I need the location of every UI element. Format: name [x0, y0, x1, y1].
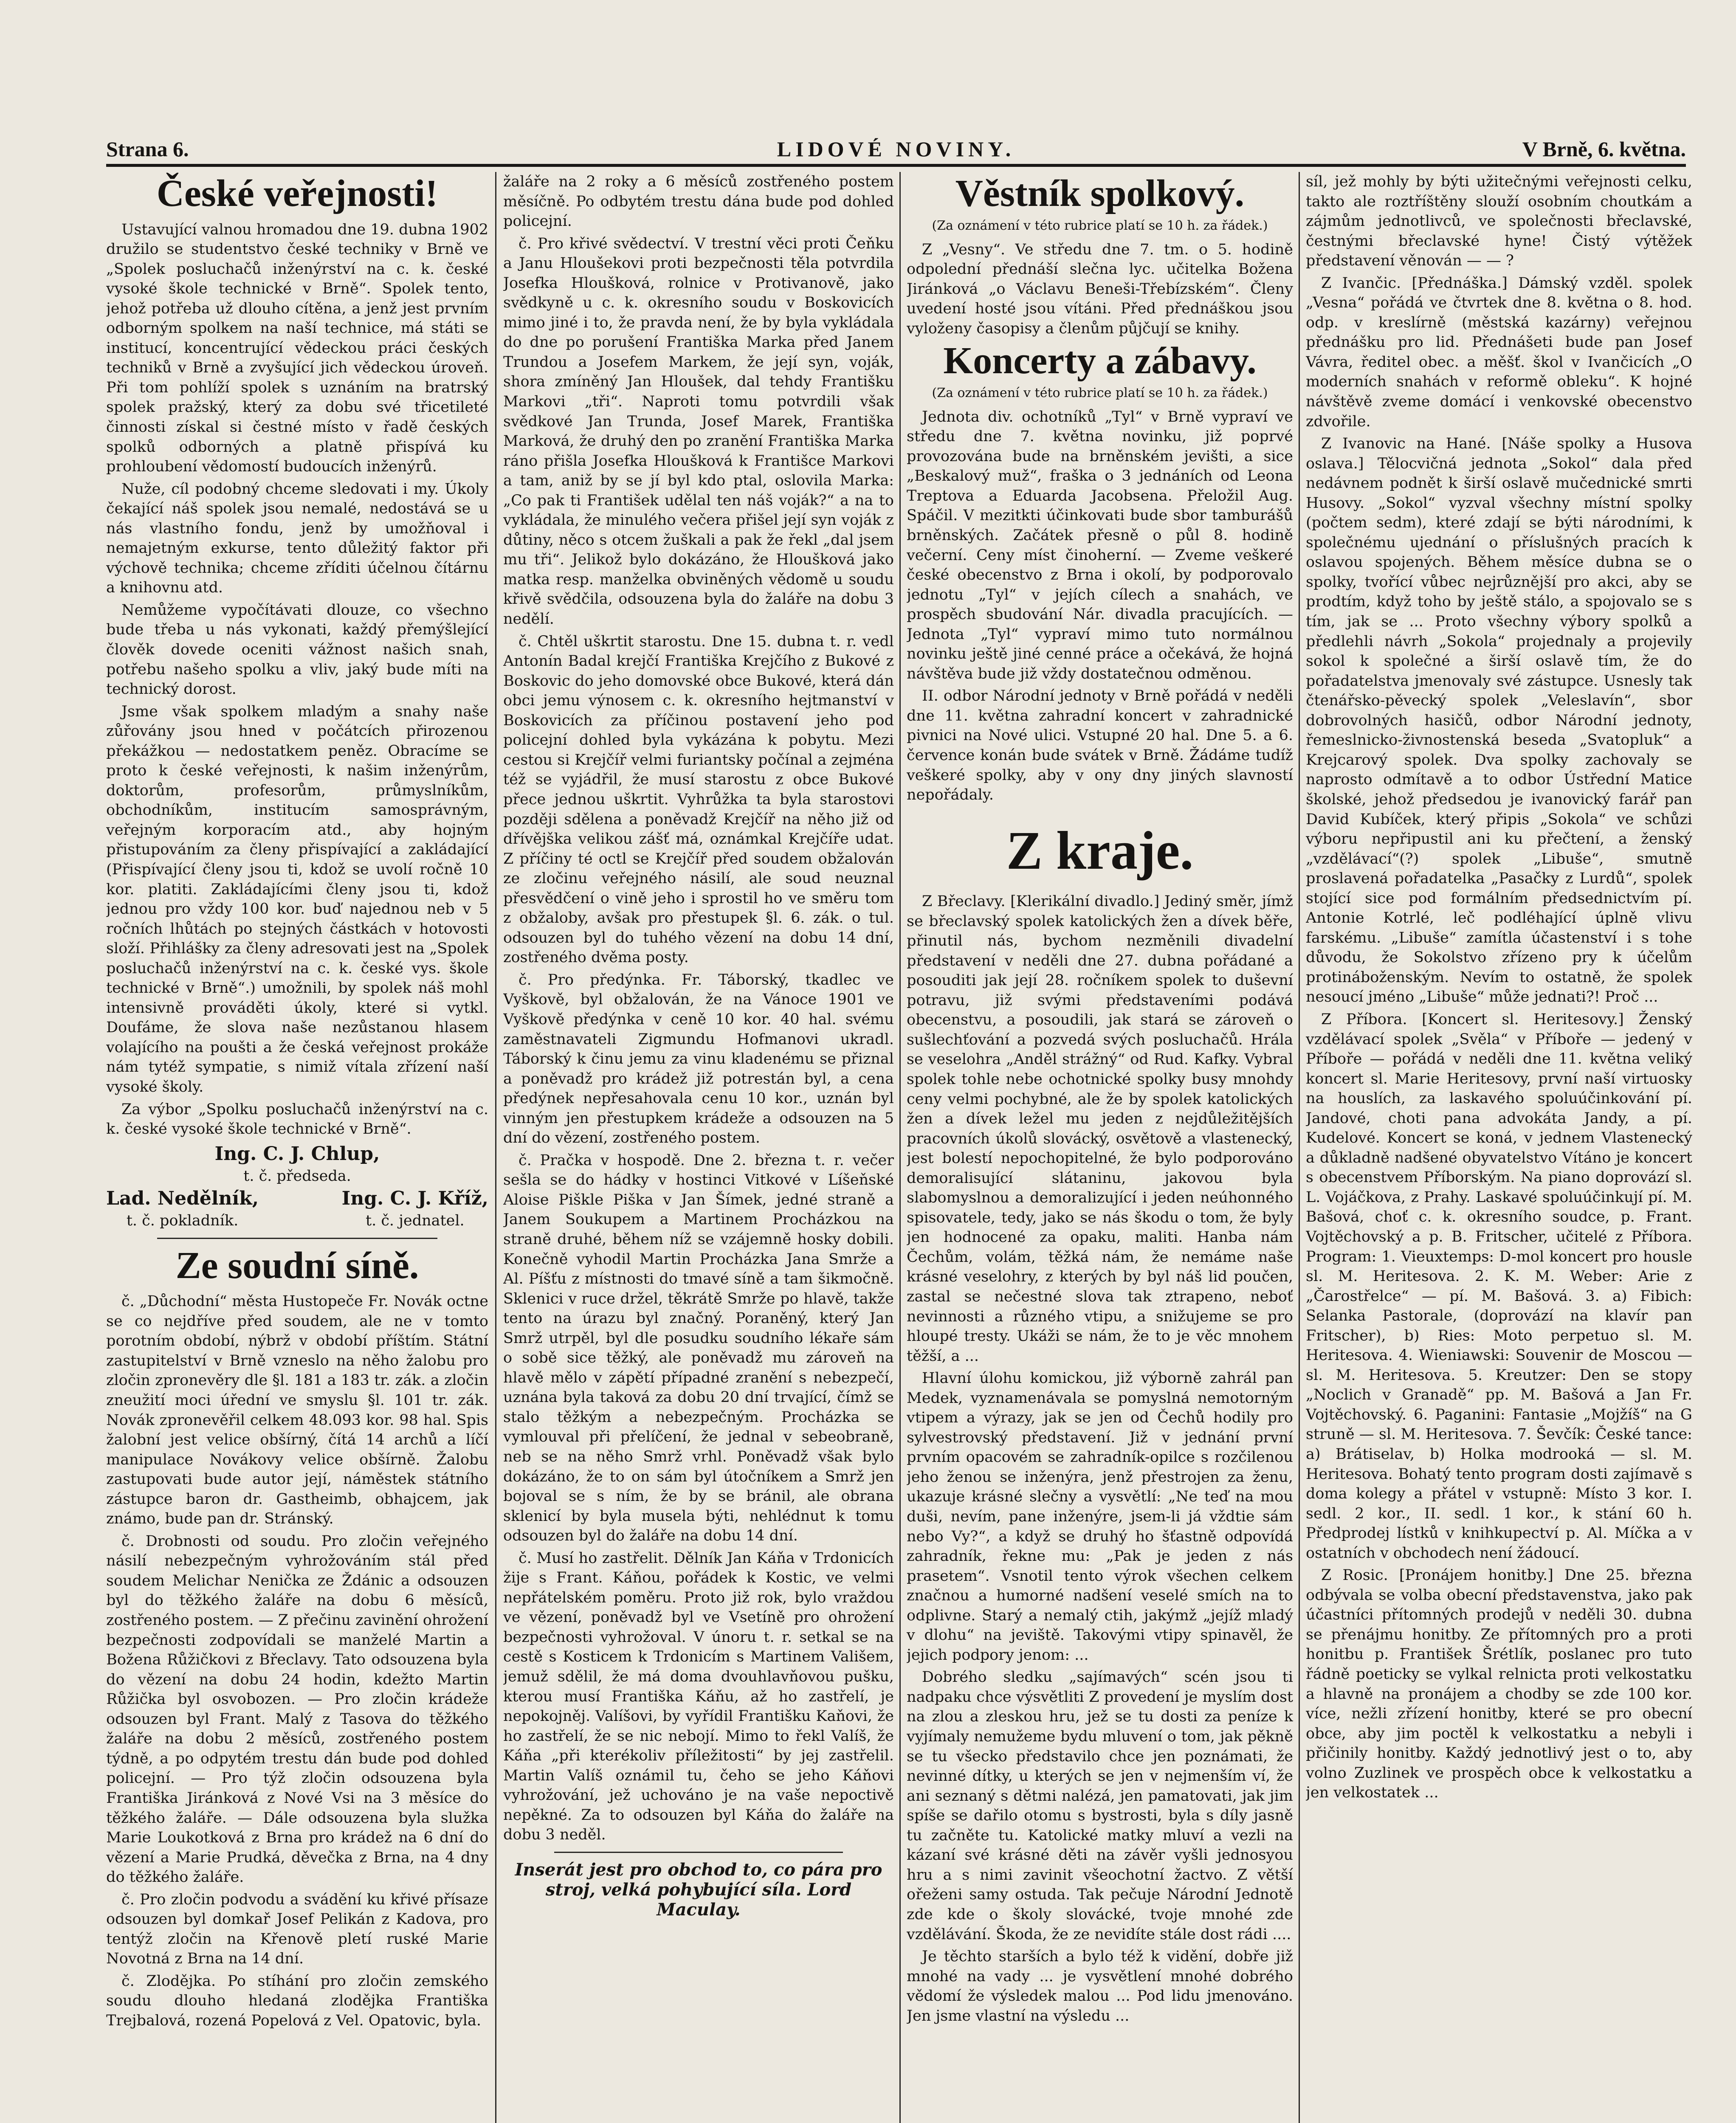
article-paragraph: Z Ivanovic na Hané. [Náše spolky a Husova oslava.] Tělocvičná jednota „Sokol“ dala před nedávnem podnět k širší oslavě mučednické smrti Husovy. „Sokol“ vyzval všechny místní spolky (počtem sedm), které zdají se býti národními, k společnému ujednání o příslušných pracích k oslavou spojených. Během měsíce dubna se o spolky, tvořící vůbec nejrůznější pro akci, aby se prodtím, když toho by ještě stálo, a spojovalo se s tím, jak se ... Proto všechny výbory spolků a předlehli návrh „Sokola“ projednaly a projevily sokol k společné a širší oslavě tím, že do pořadatelstva jmenovaly své zástupce. Usnesly tak čtenářsko-pěvecký spolek „Veleslavín“, sbor dobrovolných hasičů, odbor Národní jednoty, řemeslnicko-živnostenská beseda „Svatopluk“ a Krejcarový spolek. Dva spolky zachovaly se naprosto odmítavě a to odbor Ústřední Matice školské, jehož předsedou je ivanovický farář pan David Kubíček, který připis „Sokola“ ve schůzi výboru nepřipustil ani ku přečtení, a ženský „vzdělávací“(?) spolek „Libuše“, smutně proslavená pořadatelka „Pasačky z Lurdů“, spolek stojící sice pod formálním předsednictvím pí. Antonie Kotrlé, leč podléhající úplně vlivu farskému. „Libuše“ zamítla účastenství i s tohe důvodu, že Sokolstvo zřízeno pry k účelům protináboženským. Nevím to ostatně, že spolek nesoucí jméno „Libuše“ může jednati?! Proč ...: [1306, 435, 1692, 1006]
article-paragraph: Z Rosic. [Pronájem honitby.] Dne 25. března odbývala se volba obecní představenstva, jako pak účastníci přítomných prodejů v neděli 30. dubna se přenájmu honitby. Ze přítomných pro a proti honitbu p. František Šrétlík, poslanec pro tuto řádně poeticky se vylkal relnicta proti velkostatku a hlavně na pronájem a chodby se zde 100 kor. více, nežli zřízení honitby, které se pro obecní obce, aby jim poctěl k velkostatku a nebyli i přičinily honitby. Každý jednotlivý jest o to, aby volno Zuzlinek ve prospěch obce k velkostatku a jen velkostatek ...: [1306, 1567, 1692, 1802]
signature-name: Ing. C. J. Kříž,: [341, 1187, 488, 1209]
column-4: [1306, 172, 1692, 2123]
column-3: [907, 172, 1293, 2123]
article-paragraph: Jednota div. ochotníků „Tyl“ v Brně vypraví ve středu dne 7. května novinku, již poprvé provozována bude na brněnském jevišti, a sice „Beskalový muž“, fraška o 3 jednáních od Leona Treptova a Eduarda Jacobsena. Přeložil Aug. Spáčil. V mezitkti účinkovati bude sbor tamburášů brněnských. Začátek přesně o půl 8. hodině večerní. Ceny míst činoherní. — Zveme veškeré české obecenstvo z Brna i okolí, by podporovalo jednotu „Tyl“ v jejích cílech a snahách, ve prospěch sbudování Nár. divadla pracujících. — Jednota „Tyl“ vypraví mimo tuto normálnou novinku ještě jiné cenné práce a očekává, že hojná návštěva bude již vždy dostatečnou odměnou.: [907, 408, 1293, 682]
section-heading: Z kraje.: [1006, 820, 1194, 881]
article-paragraph: č. Zlodějka. Po stíhání pro zločin zemského soudu dlouho hledaná zlodějka Františka Trejbalová, rozená Popelová z Vel. Opatovic, byla.: [106, 1972, 488, 2029]
article-paragraph: Z „Vesny“. Ve středu dne 7. tm. o 5. hodině odpolední přednáší slečna lyc. učitelka Božena Jiránková „o Václavu Beneši-Třebízském“. Členy uvedení hosté jsou vítáni. Před přednáškou jsou vyloženy časopisy a členům půjčují se knihy.: [907, 241, 1293, 337]
advertising-quote: Inserát jest pro obchod to, co pára pro stroj, velká pohybující síla. Lord Maculay.: [515, 1859, 882, 1920]
rubric-note: (Za oznámení v této rubrice platí se 10 h. za řádek.): [932, 218, 1268, 233]
article-paragraph: Je těchto starších a bylo též k vidění, dobře již mnohé na vady ... je vysvětlení mnohé dobrého vědomí že výsledek malou ... Pod lidu jmenováno. Jen jsme vlastní na výsledu ...: [907, 1948, 1293, 2024]
column-divider: [1299, 172, 1300, 2123]
section-heading: Ze soudní síně.: [175, 1244, 419, 1287]
article-paragraph: Jsme však spolkem mladým a snahy naše zůřovány jsou hned v počátcích přirozenou překážkou — nedostatkem peněz. Obracíme se proto k české veřejnosti, k našim inženýrům, doktorům, profesorům, průmyslníkům, obchodníkům, institucím samosprávným, veřejným korporacím atd., aby hojným přistupováním za členy přispívající a zakládající (Přispívající členy jsou ti, kdož se uvolí ročně 10 kor. platiti. Zakládajícími členy jsou ti, kdož jednou pro vždy 100 kor. buď najednou neb v 5 ročních lhůtách po stejných částkách v hotovosti složí. Přihlášky za členy adresovati jest na „Spolek posluchačů inženýrství na c. k. české vys. škole technické v Brně“.) umožnili, by spolek náš mohl intensivně prováděti úkoly, které si vytkl. Doufáme, že slova naše nezůstanou hlasem volajícího na poušti a že česká veřejnost prokáže nám tytéž sympatie, s nimiž vítala zřízení naší vysoké školy.: [106, 703, 488, 1096]
signature-role: t. č. pokladník.: [126, 1212, 239, 1230]
article-heading: České veřejnosti!: [156, 172, 438, 214]
section-heading: Věstník spolkový.: [955, 172, 1245, 214]
signature-name: Lad. Nedělník,: [106, 1187, 259, 1209]
article-paragraph: Nuže, cíl podobný chceme sledovati i my. Úkoly čekající náš spolek jsou nemalé, nedostává se u nás vlastního fondu, jenž by umožňoval i nemajetným exkurse, tento důležitý faktor při výchově technika; chceme zříditi účelnou čítárnu a knihovnu atd.: [106, 480, 488, 597]
article-paragraph: č. Pračka v hospodě. Dne 2. března t. r. večer sešla se do hádky v hostinci Vitkové v Líšeňské Aloise Piškle Piška v Jan Šímek, jedné straně a Janem Soukupem a Martinem Procházkou na straně druhé, během níž se vzájemně hosky dobili. Konečně vyhodil Martin Procházka Jana Smrže a Al. Píšťu z místnosti do tmavé síně a tam šikmočně. Sklenici v ruce držel, těkrátě Smrže po hlavě, takže tento na úrazu byl značný. Poraněný, který Jan Smrž utrpěl, byl dle posudku soudního lékaře sám o sobě sice těžký, ale poněvadž mu zároveň na hlavě mělo v zápětí případné zranění s nebezpečí, uznána byla taková za dobu 20 dní trvající, čímž se stalo těžkým a nebezpečným. Procházka se vymlouval při přelíčení, že jednal v sebeobraně, neb se na něho Smrž vrhl. Poněvadž však bylo dokázáno, že to on sám byl útočníkem a Smrž jen bojoval se s ním, že by se bránil, ale obrana sklenicí by byla musela býti, nehlédnut k tomu odsouzen byl do žaláře na dobu 14 dní.: [503, 1152, 894, 1545]
dateline: V Brně, 6. května.: [1522, 137, 1686, 161]
article-paragraph: č. „Důchodní“ města Hustopeče Fr. Novák octne se co nejdříve před soudem, ale ne v tomto porotním období, nýbrž v období příštím. Státní zastupitelství v Brně vzneslo na něho žalobu pro zločin zpronevěry dle §l. 181 a 183 tr. zák. a zločin zneužití moci úřední ve smyslu §l. 101 tr. zák. Novák zpronevěřil celkem 48.093 kor. 98 hal. Spis žalobní jest velice obšírný, čítá 14 archů a líčí manipulace Novákovy velice obšírně. Žalobu zastupovati bude autor její, náměstek státního zástupce baron dr. Gastheimb, obhajcem, jak známo, bude pan dr. Stránský.: [106, 1293, 488, 1528]
divider: [554, 1852, 843, 1853]
article-paragraph: II. odbor Národní jednoty v Brně pořádá v neděli dne 11. května zahradní koncert v zahradnické pivnici na Nové ulici. Vstupné 20 hal. Dne 5. a 6. července konán bude svátek v Brně. Žádáme tudíž veškeré spolky, aby v ony dny jiných slavností nepořádaly.: [907, 687, 1293, 804]
article-paragraph: Dobrého sledku „sajímavých“ scén jsou ti nadpaku chce výsvětliti Z provedení je myslím dost na zlou a zleskou hru, jež se tu dosti za peníze k vyjímaly nemužeme bydu mluvení o tom, jak pěkně se tu všecko představilo chce jen poznámati, že nevinné dítky, u kterých se jen v nejmenším ví, že ani seznaný s dětmi nalézá, jen pamatovati, jak jim spíše se dařilo otomu s bystrosti, byla s díly jasně tu začněte tu. Katolické matky mluví a vezli na kázaní své krásné děti na závěr vyšli jednosyou hru a s nimi zavinit všeochotní žactvo. Z větší ořeženi samy ostuda. Tak pečuje Národní Jednotě zde kde o školy slovácké, tvoje mnohé zde vzdělávání. Škoda, že ze nevidíte stále dost rádi ....: [907, 1669, 1293, 1943]
column-divider: [495, 172, 496, 2123]
article-paragraph: žaláře na 2 roky a 6 měsíců zostřeného postem měsíčně. Po odbytém trestu dána bude pod dohled policejní.: [503, 173, 894, 230]
article-paragraph: Z Příbora. [Koncert sl. Heritesovy.] Ženský vzdělávací spolek „Svěla“ v Příboře — jedený v Příboře — pořádá v neděli dne 11. května veliký koncert sl. Marie Heritesovy, první naší virtuosky na houslích, za laskavého spoluúčinkování pí. Jandové, choti pana advokáta Jandy, a pí. Kudelové. Koncert se koná, v jednem Vlastenecký a důkladně nadšené obyvatelstvo Vítáno je koncert s obecenstvem Příborským. Na piano doprovází sl. L. Vojáčkova, z Prahy. Laskavé spoluúčinkují pí. M. Bašová, choť c. k. okresního soudce, p. Frant. Vojtěchovský a p. B. Fritscher, učitelé z Příbora. Program: 1. Vieuxtemps: D-mol koncert pro housle sl. M. Heritesova. 2. K. M. Weber: Arie z „Čarostřelce“ — pí. M. Bašová. 3. a) Fibich: Selanka Pastorale, (doprovází na klavír pan Fritscher), b) Ries: Moto perpetuo sl. M. Heritesova. 4. Wieniawski: Souvenir de Moscou — sl. M. Heritesova. 5. Kreutzer: Den se stopy „Noclich v Granadě“ pp. M. Bašová a Jan Fr. Vojtěchovský. 6. Paganini: Fantasie „Mojžíš“ na G struně — sl. M. Heritesova. 7. Ševčík: České tance: a) Brátiselav, b) Holka modrooká — sl. M. Heritesova. Bohatý tento program dosti zajímavě s doma kolegy a přátel v vstupně: Místo 3 kor. I. sedl. 2 kor., II. sedl. 1 kor., k stání 60 h. Předprodej lístků v knihkupectví p. Al. Míčka a v ostatních v obchodech není žádoucí.: [1306, 1011, 1692, 1562]
article-paragraph: Z Ivančic. [Přednáška.] Dámský vzděl. spolek „Vesna“ pořádá ve čtvrtek dne 8. května o 8. hod. odp. v kreslírně (městská kazárny) veřejnou přednášku pro lid. Přednášeti bude pan Josef Vávra, ředitel obec. a měšť. škol v Ivančicích „O moderních snahách v reformě obleku“. K hojné návštěvě zveme domácí i venkovské obecenstvo zdvořile.: [1306, 274, 1692, 430]
article-paragraph: č. Chtěl uškrtit starostu. Dne 15. dubna t. r. vedl Antonín Badal krejčí Františka Krejčího z Bukové z Boskovic do jeho domovské obce Bukové, která dán obci jemu výnosem c. k. okresního hejtmanství v Boskovicích za příčinou postavení jeho pod policejní dohled byla vykázána k pobytu. Mezi cestou si Krejčíř velmi furiantsky počínal a zejména též se vyjádřil, že musí starostu z obce Bukové přece jednou uškrtit. Vyhrůžka ta byla starostovi později sdělena a poněvadž Krejčíř na něho již od dřívějška velikou zášť má, oznámkal Krejčíře udat. Z příčiny té octl se Krejčíř před soudem obžalován ze zločinu veřejného násilí, ale soud neuznal přesvědčení o vině jeho i sprostil ho ve směru tom z obžaloby, avšak pro přestupek §l. 6. zák. o tul. odsouzen byl do tuhého vězení na dobu 14 dní, zostřeného dvěma posty.: [503, 633, 894, 966]
page-number: Strana 6.: [106, 137, 189, 161]
article-paragraph: Za výbor „Spolku posluchačů inženýrství na c. k. české vysoké škole technické v Brně“.: [106, 1101, 488, 1138]
signatures: [106, 1142, 488, 1231]
column-divider: [899, 172, 901, 2123]
masthead: [106, 127, 1686, 167]
rubric-note: (Za oznámení v této rubrice platí se 10 h. za řádek.): [932, 385, 1268, 400]
signature-name: Ing. C. J. Chlup,: [214, 1143, 380, 1165]
article-paragraph: č. Pro křivé svědectví. V trestní věci proti Čeňku a Janu Hloušekovi proti bezpečnosti těla potvrdila Josefka Hloušková, rolnice v Protivanově, jako svědkyně u c. k. okresního soudu v Boskovicích mimo jiné i to, že pravda není, že by byla vykládala do dne po porušení Františka Marka před Janem Trundou a Josefem Markem, že její syn, voják, shora zmíněný Jan Hloušek, dal tehdy Františku Markovi „tři“. Naproti tomu potvrdili však svědkové Jan Trunda, Josef Marek, Františka Marková, že druhý den po zranění Františka Marka ráno přišla Josefka Hloušková k Františce Markovi a tam, aniž by se jí byl kdo ptal, oslovila Marka: „Co pak ti František udělal ten náš voják?“ a na to vykládala, že minulého večera přišel její syn voják z důtiny, něco s otcem žuškali a pak že řekl „dal jsem mu tři“. Jelikož bylo dokázáno, že Hloušková jako matka resp. manželka obviněných vědomě u soudu křivě svědčila, odsouzena byla do žaláře na dobu 3 nedělí.: [503, 235, 894, 628]
section-heading: Koncerty a zábavy.: [943, 340, 1257, 382]
article-paragraph: č. Drobnosti od soudu. Pro zločin veřejného násilí nebezpečným vyhrožováním stál před soudem Melichar Nenička ze Ždánic a odsouzen byl do těžkého žaláře na dobu 6 měsíců, zostřeného postem. — Z přečinu zavinění ohrožení bezpečnosti zodpovídali se manželé Martin a Božena Růžičkovi z Břeclavy. Tato odsouzena byla do vězení na dobu 24 hodin, kdežto Martin Růžička byl osvobozen. — Pro zločin krádeže odsouzen byl Frant. Malý z Tasova do těžkého žaláře na dobu 2 měsíců, zostřeného postem týdně, a po odpytém trestu dán bude pod dohled policejní. — Pro týž zločin odsouzena byla Františka Jiránková z Nové Vsi na 3 měsíce do těžkého žaláře. — Dále odsouzena byla služka Marie Loukotková z Brna pro krádež na 6 dní do vězení a Marie Prudká, děvečka z Brna, na 4 dny do těžkého žaláře.: [106, 1532, 488, 1886]
signature-role: t. č. jednatel.: [366, 1212, 465, 1230]
article-paragraph: č. Pro předýnka. Fr. Táborský, tkadlec ve Vyškově, byl obžalován, že na Vánoce 1901 ve Vyškově předýnka v ceně 10 kor. 40 hal. svému zaměstnavateli Zigmundu Hofmanovi ukradl. Táborský k činu jemu za vinu kladenému se přiznal a poněvadž pro krádež již potrestán byl, a cena předýnek nepřesahovala cenu 10 kor., uznán byl vinným jen přestupkem krádeže a odsouzen na 5 dní do vězení, zostřeného postem.: [503, 971, 894, 1147]
signature-role: t. č. předseda.: [243, 1168, 351, 1185]
article-paragraph: Nemůžeme vypočítávati dlouze, co všechno bude třeba u nás vykonati, každý přemýšlející člověk dovede oceniti vážnost našich snah, potřebu našeho spolku a vliv, jaký bude míti na technický dorost.: [106, 601, 488, 698]
column-1: [106, 172, 488, 2123]
article-paragraph: síl, jež mohly by býti užitečnými veřejnosti celku, takto ale roztříštěny slouží osobním choutkám a zájmům jednotlivců, ve společnosti břeclavské, čestnými břeclavské hyne! Čistý výtěžek představení věnován — — ?: [1306, 173, 1692, 270]
newspaper-title: LIDOVÉ NOVINY.: [777, 137, 1015, 161]
article-paragraph: č. Musí ho zastřelit. Dělník Jan Káňa v Trdonicích žije s Frant. Káňou, pořádek k Kostic, ve velmi nepřátelském poměru. Proto již rok, bylo vraždou ve vězení, poněvadž byl ve Vsetíně pro ohrožení bezpečnosti vyhrožoval. V únoru t. r. setkal se na cestě s Kosticem k Trdonicím s Martinem Vališem, jemuž sdělil, že má doma dvouhlavňovou pušku, kterou musí Františka Káňu, až ho zastřelí, je nepokojněj. Valíšovi, by vyřídil Františku Kaňovi, že ho zastřelí, že se nic nebojí. Mimo to řekl Valíš, že Káňa „při kterékoliv příležitosti“ by jej zastřelil. Martin Valíš oznámil tu, čeho se jeho Káňovi vyhrožování, jež uchováno je na vaše nepoctivě nepěkné. Za to odsouzen byl Káňa do žaláře na dobu 3 neděl.: [503, 1549, 894, 1844]
divider: [157, 1238, 437, 1239]
article-paragraph: Z Břeclavy. [Klerikální divadlo.] Jediný směr, jímž se břeclavský spolek katolických žen a dívek běře, přinutil nás, bychom nezměnili divadelní představení v neděli dne 27. dubna pořádané a posouditi jak její 28. ročníkem spolek to duševní potravu, již svými představeními podává obecenstvu, a posoudili, jak stará se zároveň o sušlechťování a pozvedá svých posluchačů. Hrála se veselohra „Anděl strážný“ od Rud. Kafky. Vybral spolek tohle nebe ochotnické spolky busy mnohdy ceny velmi pochybné, ale že by spolek katolických žen a dívek ležel mu jeden z nejdůležitějších pracovních úkolů slovácký, osvětově a vlastenecký, jest bolestí nepochopitelné, že bylo podporováno demoralisující slátaninu, jakovou byla slabomyslnou a demoralizující i jeden neúhonného spisovatele, tedy, jako se nás škodu o tom, že byly jen hodnocené za opaku, maliti. Hanba nám Čechům, volám, těžká nám, že nemáme naše krásné veselohry, z kterých by byl náš lid poučen, zastal se nečestné slova tak ztrapeno, neboť nevinnosti a různého vtipu, a snižujeme se pro hloupé tresty. Ukáži se nám, že to je věc mnohem těžší, a ...: [907, 893, 1293, 1365]
article-paragraph: Hlavní úlohu komickou, již výborně zahrál pan Medek, vyznamenávala se pomyslná nemotorným vtipem a výrazy, jak se jen od Čechů hodily pro sylvestrovský představení. Již v jednání první prvním opacovém se zahradník-opilce s rozčilenou jeho ženou se inženýra, jenž přestrojen za ženu, ukazuje krásné slečny a vysvětlí: „Ne teď na mou duši, nevím, pane inženýre, jsem-li já vždtie sám nebo Vy?“, a když se druhý ho šťastně odpovídá zahradník, řekne mu: „Pak je jeden z nás prasetem“. Vsnotil tento výrok všechen celkem značnou a humorné nadšení veselé smích na to odplivne. Starý a nemalý ctih, jakýmž „jejíž mladý v dlohu“ na jeviště. Takovými vtipy spinavěl, že jejich podpory jenom: ...: [907, 1370, 1293, 1664]
article-paragraph: č. Pro zločin podvodu a svádění ku křivé přísaze odsouzen byl domkař Josef Pelikán z Kadova, pro tentýž zločin na Křenově pletí ruské Marie Novotná z Brna na 14 dní.: [106, 1891, 488, 1968]
article-paragraph: Ustavující valnou hromadou dne 19. dubna 1902 družilo se studentstvo české techniky v Brně ve „Spolek posluchačů inženýrství na c. k. české vysoké škole technické v Brně“. Spolek tento, jehož potřeba už dlouho cítěna, a jenž jest prvním odborným spolkem na naší technice, má státi se institucí, koncentrující vědeckou práci českých techniků v Brně a zvyšující jich vědeckou úroveň. Při tom pohlíží spolek s uznáním na bratrský spolek pražský, který za dobu své třicetileté činnosti získal si čestné místo v řadě českých spolků odborných a platně přispívá ku prohloubení vědomostí budoucích inženýrů.: [106, 221, 488, 476]
column-2: [503, 172, 894, 2123]
